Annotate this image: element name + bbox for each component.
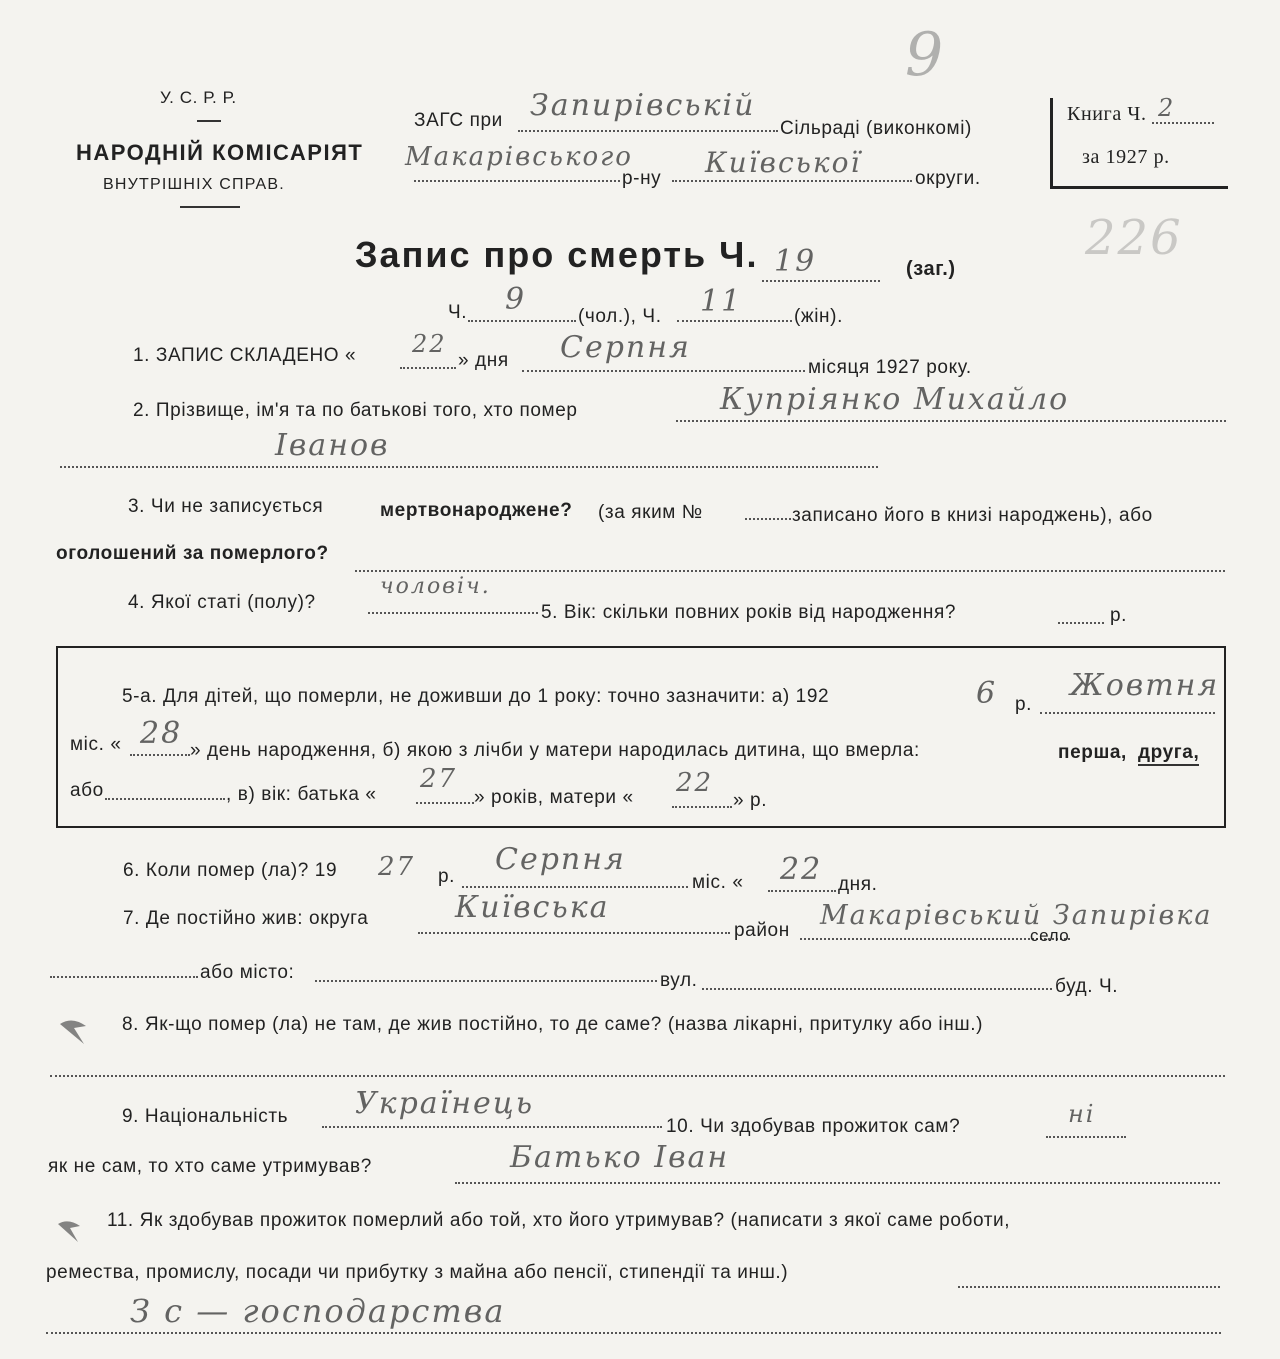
q9-nationality-hw: Українець [355, 1086, 535, 1121]
q1-month-hw: Серпня [560, 330, 691, 365]
zags-suffix: Сільраді (виконкомі) [780, 118, 972, 139]
q3-text3: записано його в книзі народжень), або [792, 505, 1153, 526]
women-suffix: (жін). [794, 306, 843, 327]
q10-label: 10. Чи здобував прожиток сам? [666, 1116, 961, 1137]
book-number-hw: 2 [1158, 94, 1176, 122]
corner-number: 9 [905, 20, 946, 90]
q10b-label: як не сам, то хто саме утримував? [48, 1156, 372, 1177]
pen-mark-icon-2 [54, 1216, 90, 1248]
q7-rayon: район [734, 920, 790, 941]
zags-council-hw: Запирівській [530, 88, 756, 123]
record-title: Запис про смерть Ч. [355, 234, 759, 275]
q4-sex-hw: чоловіч. [380, 574, 491, 599]
q1-end: місяця 1927 року. [808, 357, 972, 378]
pencil-number: 226 [1085, 210, 1183, 266]
zags-district-hw: Макарівського [405, 142, 633, 172]
q7-selo: село [1030, 926, 1070, 945]
men-label: Ч. [448, 302, 468, 323]
record-number-hw: 19 [774, 244, 817, 279]
book-year: за 1927 р. [1082, 146, 1170, 168]
q10-hw: ні [1068, 1100, 1096, 1128]
q5-label: 5. Вік: скільки повних років від народження? [541, 602, 957, 623]
zags-district-label: р-ну [622, 168, 662, 189]
q4-label: 4. Якої статі (полу)? [128, 592, 316, 613]
q5a-year-end: р. [1015, 694, 1033, 715]
q1-day-hw: 22 [412, 330, 447, 358]
q9-label: 9. Національність [122, 1106, 289, 1127]
q6-r: р. [438, 866, 456, 887]
q5-end: р. [1110, 605, 1128, 626]
q1-mid: » дня [458, 350, 509, 371]
q5a-day-hw: 28 [140, 716, 183, 751]
q7-okruha-hw: Київська [455, 890, 610, 925]
q7-rayon-hw: Макарівський Запирівка [820, 900, 1213, 931]
q11-hw: З с — господарства [130, 1292, 506, 1330]
q7-vul: вул. [660, 970, 698, 991]
q6-mis: міс. « [692, 872, 744, 893]
q5a-line1: 5-а. Для дітей, що померли, не доживши до 1 року: точно зазначити: а) 192 [122, 686, 830, 707]
q1-label: 1. ЗАПИС СКЛАДЕНО « [133, 345, 357, 366]
q3-text2: (за яким № [598, 502, 703, 523]
q5a-first: перша, [1058, 742, 1127, 763]
q5a-father-age-hw: 27 [420, 764, 458, 794]
q2-name-hw: Купріянко Михайло [720, 382, 1070, 417]
men-count-hw: 9 [505, 282, 527, 317]
q5a-mother-age-hw: 22 [676, 768, 714, 798]
q8-label: 8. Як-що помер (ла) не там, де жив постійно, то де саме? (назва лікарні, притулку або інш.) [122, 1014, 983, 1035]
q7-bud: буд. Ч. [1055, 976, 1119, 997]
q11-line1: 11. Як здобував прожиток померлий або той, хто його утримував? (написати з якої саме роботи, [107, 1210, 1011, 1231]
men-suffix: (чол.), Ч. [578, 306, 662, 327]
pen-mark-icon [56, 1014, 96, 1052]
zags-okruha-label: округи. [915, 168, 981, 189]
q5a-second: друга, [1138, 742, 1199, 766]
q5a-line2a: міс. « [70, 734, 122, 755]
zags-prefix: ЗАГС при [414, 110, 503, 131]
q3-stillborn: мертвонароджене? [380, 500, 573, 521]
q7-label: 7. Де постійно жив: округа [123, 908, 369, 929]
q6-month-hw: Серпня [495, 842, 626, 877]
record-total-label: (заг.) [906, 258, 956, 280]
q5a-month-hw: Жовтня [1070, 668, 1220, 703]
q3-label: 3. Чи не записується [128, 496, 324, 517]
q6-label: 6. Коли помер (ла)? 19 [123, 860, 338, 881]
q5a-line3a: або [70, 780, 104, 801]
q2-label: 2. Прізвище, ім'я та по батькові того, хто помер [133, 400, 578, 421]
q2-name2-hw: Іванов [275, 428, 390, 463]
women-count-hw: 11 [700, 284, 743, 319]
q10b-hw: Батько Іван [510, 1140, 730, 1175]
header-internal-affairs: ВНУТРІШНІХ СПРАВ. [103, 176, 285, 193]
q5a-line3c: » років, матери « [474, 787, 634, 808]
q6-day-hw: 22 [780, 852, 823, 887]
q11-line2: ремества, промислу, посади чи прибутку з майна або пенсії, стипендії та инш.) [46, 1262, 789, 1283]
q6-year-hw: 27 [378, 852, 416, 882]
q5a-line3d: » р. [733, 790, 768, 811]
book-label: Книга Ч. [1067, 103, 1147, 125]
q7-abo-misto: або місто: [200, 962, 295, 983]
zags-okruha-hw: Київської [705, 146, 862, 179]
header-commissariat: НАРОДНІЙ КОМІСАРІЯТ [76, 140, 364, 165]
q3-declared-dead: оголошений за померлого? [56, 543, 329, 564]
q5a-line2b: » день народження, б) якою з лічби у матери народилась дитина, що вмерла: [190, 740, 920, 761]
q5a-line3b: , в) вік: батька « [226, 784, 377, 805]
header-ussr: У. С. Р. Р. [160, 88, 237, 107]
q6-end: дня. [838, 874, 878, 895]
q5a-year-hw: 6 [976, 676, 998, 711]
